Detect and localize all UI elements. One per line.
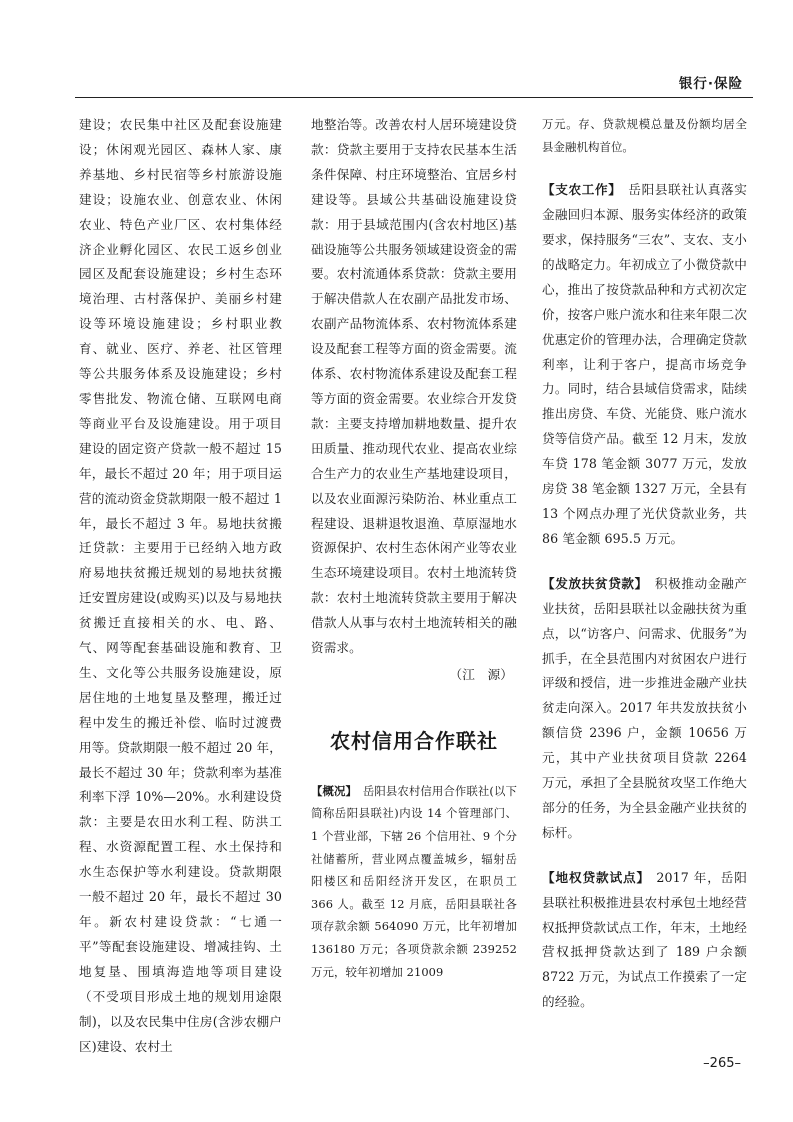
section-support-agriculture <box>542 178 747 552</box>
source-author: （江 源） <box>449 666 513 682</box>
overview-continued: 万元。存、贷款规模总量及份额均居全县金融机构首位。 <box>542 117 747 154</box>
header-section-label: 银行·保险 <box>678 76 743 92</box>
overview-paragraph <box>311 780 517 983</box>
poverty-loans-text: 积极推动金融产业扶贫，岳阳县联社以金融扶贫为重点，以“访客户、问需求、优服务”为抓手，在全县范围内对贫困农户进行评级和授信，进一步推进金融产业扶贫走向深入。2017 年共发放扶贫小额信贷 2396 户，金额 10656 万元，其中产业扶贫项目贷款 2264 万元，承担了全县脱贫攻坚工作绝大部分的任务，为全县金融产业扶贫的标杆。 <box>542 575 747 840</box>
col2-text: 地整治等。改善农村人居环境建设贷款：贷款主要用于支持农民基本生活条件保障、村庄环境整治、宜居乡村建设等。县域公共基础设施建设贷款：用于县域范围内(含农村地区)基础设施等公共服务领域建设资金的需要。农村流通体系贷款：贷款主要用于解决借款人在农副产品批发市场、农副产品物流体系、农村物流体系建设及配套工程等方面的资金需要。流体系、农村物流体系建设及配套工程等方面的资金需要。农业综合开发贷款：主要支持增加耕地数量、提升农田质量、推动现代农业、提高农业综合生产力的农业生产基地建设项目，以及农业面源污染防治、林业重点工程建设、退耕退牧退渔、草原湿地水资源保护、农村生态休闲产业等农业生态环境建设项目。农村土地流转贷款：农村土地流转贷款主要用于解决借款人从事与农村土地流转相关的融资需求。 <box>311 117 517 656</box>
overview-label: 【概况】 <box>311 783 358 798</box>
article-title: 农村信用合作联社 <box>330 728 498 753</box>
support-agriculture-label: 【支农工作】 <box>542 182 622 198</box>
poverty-loans-label: 【发放扶贫贷款】 <box>542 575 648 591</box>
section-land-rights-pilot <box>542 866 747 1015</box>
land-rights-pilot-text: 2017 年，岳阳县联社积极推进县农村承包土地经营权抵押贷款试点工作，年末，土地经营权抵押贷款达到了 189 户余额 8722 万元，为试点工作摸索了一定的经验。 <box>542 869 747 1010</box>
section-poverty-loans <box>542 572 747 846</box>
column-3 <box>542 113 747 1015</box>
page-number: –265– <box>703 1056 741 1071</box>
column-2 <box>311 113 517 983</box>
column-1 <box>79 113 282 1059</box>
header-rule <box>75 97 753 98</box>
col1-text: 建设；农民集中社区及配套设施建设；休闲观光园区、森林人家、康养基地、乡村民宿等乡村旅游设施建设；设施农业、创意农业、休闲农业、特色产业厂区、农村集体经济企业孵化园区、农民工返乡创业园区及配套设施建设；乡村生态环境治理、古村落保护、美丽乡村建设等环境设施建设；乡村职业教育、就业、医疗、养老、社区管理等公共服务体系及设施建设；乡村零售批发、物流仓储、互联网电商等商业平台及设施建设。用于项目建设的固定资产贷款一般不超过 15 年，最长不超过 20 年；用于项目运营的流动资金贷款期限一般不超过 1 年，最长不超过 3 年。易地扶贫搬迁贷款：主要用于已经纳入地方政府易地扶贫搬迁规划的易地扶贫搬迁安置房建设(或购买)以及与易地扶贫搬迁直接相关的水、电、路、气、网等配套基础设施和教育、卫生、文化等公共服务设施建设，原居住地的土地复垦及整理，搬迁过程中发生的搬迁补偿、临时过渡费用等。贷款期限一般不超过 20 年，最长不超过 30 年；贷款利率为基准利率下浮 10%—20%。水利建设贷款：主要是农田水利工程、防洪工程、水资源配置工程、水土保持和水生态保护等水利建设。贷款期限一般不超过 20 年，最长不超过 30 年。新农村建设贷款：“七通一平”等配套设施建设、增减挂钩、土地复垦、围填海造地等项目建设（不受项目形成土地的规划用途限制)，以及农民集中住房(含涉农棚户区)建设、农村土 <box>79 117 282 1054</box>
support-agriculture-text: 岳阳县联社认真落实金融回归本源、服务实体经济的政策要求，保持服务“三农”、支农、支小的战略定力。年初成立了小微贷款中心，推出了按贷款品种和方式初次定价，按客户账户流水和往来年限二次优惠定价的管理办法，合理确定贷款利率，让利于客户，提高市场竞争力。同时，结合县域信贷需求，陆续推出房贷、车贷、光能贷、账户流水贷等信贷产品。截至 12 月末，发放车贷 178 笔金额 3077 万元，发放房贷 38 笔金额 1327 万元，全县有 13 个网点办理了光伏贷款业务，共 86 笔金额 695.5 万元。 <box>542 182 747 546</box>
land-rights-pilot-label: 【地权贷款试点】 <box>542 869 651 885</box>
overview-text: 岳阳县农村信用合作联社(以下简称岳阳县联社)内设 14 个管理部门、1 个营业部，下辖 26 个信用社、9 个分社储蓄所，营业网点覆盖城乡，辐射岳阳楼区和岳阳经济开发区，在职员工 366 人。截至 12 月底，岳阳县联社各项存款余额 564090 万元，比年初增加 136180 万元；各项贷款余额 239252 万元，较年初增加 21009 <box>311 783 517 979</box>
